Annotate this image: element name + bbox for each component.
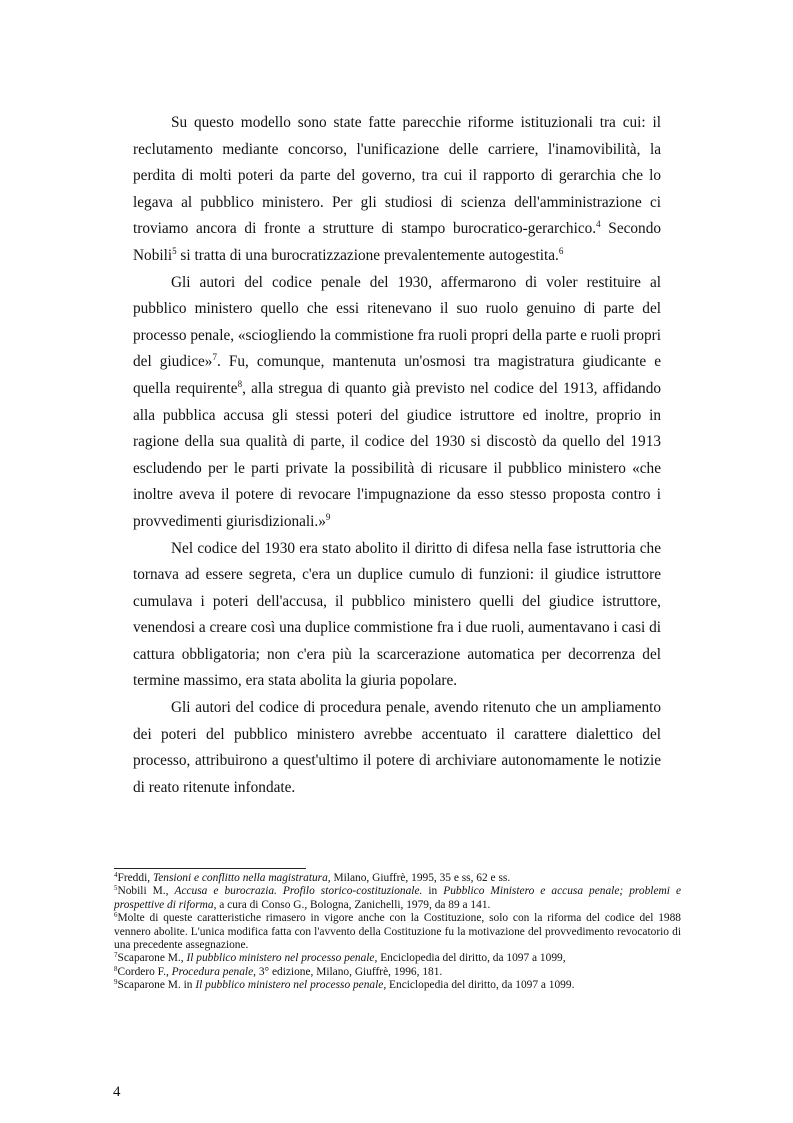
paragraph-text: Su questo modello sono state fatte parecchie riforme istituzionali tra cui: il reclutamento mediante concorso, l'unificazione delle carriere, l'inamovibilità, la perdita di molti poteri da parte del governo, tra cui il rapporto di gerarchia che lo legava al pubblico ministero. Per gli studiosi di scienza dell'amministrazione ci troviamo ancora di fronte a strutture di stampo burocratico-gerarchico.: [133, 114, 661, 238]
paragraph: [133, 270, 661, 536]
footnotes: [114, 872, 681, 993]
footnote-text: , 3° edizione, Milano, Giuffrè, 1996, 181.: [253, 965, 443, 978]
footnote: [114, 885, 681, 912]
paragraph-text: Secondo Nobili: [133, 220, 661, 264]
footnote: [114, 872, 681, 885]
footnote-number: 4: [114, 871, 118, 879]
footnote-ref: 7: [212, 352, 217, 363]
footnote-text: Scaparone M. in: [117, 979, 196, 992]
footnote-text: Nobili M.,: [117, 885, 175, 898]
footnote-text: Milano, Giuffrè, 1995, 35 e ss, 62 e ss.: [330, 872, 511, 884]
footnote-text: Scaparone M.,: [117, 952, 187, 965]
paragraph-text: , alla stregua di quanto già previsto nel codice del 1913, affidando alla pubblica accusa gli stessi poteri del giudice istruttore ed inoltre, proprio in ragione della sua qualità di parte, il codice del 1930 si discostò da quello del 1913 escludendo per le parti private la possibilità di ricusare il pubblico ministero «che inoltre aveva il potere di revocare l'impugnazione da esso stesso proposta contro i provvedimenti giurisdizionali.»: [133, 379, 662, 530]
footnote-text: , a cura di Conso G., Bologna, Zanichelli, 1979, da 89 a 141.: [213, 898, 491, 911]
footnote-ref: 4: [596, 219, 601, 230]
footnote-title: Tensioni e conflitto nella magistratura,: [152, 872, 331, 884]
footnote-separator: [114, 868, 306, 869]
footnote-number: 6: [114, 911, 118, 920]
paragraph: [133, 110, 661, 270]
footnote-text: Cordero F.,: [117, 965, 172, 978]
paragraph-text: Nel codice del 1930 era stato abolito il diritto di difesa nella fase istruttoria che tornava ad essere segreta, c'era un duplice cumulo di funzioni: il giudice istruttore cumulava i poteri dell'accusa, il pubblico ministero quelli del giudice istruttore, venendosi a creare così una duplice commistione fra i due ruoli, aumentavano i casi di cattura obbligatoria; non c'era più la scarcerazione automatica per decorrenza del termine massimo, era stata abolita la giuria popolare.: [133, 539, 661, 690]
footnote-text: Freddi,: [117, 872, 153, 884]
footnote-text: in: [422, 885, 444, 898]
footnote-title: Il pubblico ministero nel processo penale,: [186, 952, 378, 965]
footnote-title: Procedura penale: [171, 965, 254, 978]
paragraph: [133, 695, 661, 801]
paragraph-text: Gli autori del codice di procedura penale, avendo ritenuto che un ampliamento dei poteri del pubblico ministero avrebbe accentuato il carattere dialettico del processo, attribuirono a quest'ultimo il potere di archiviare autonomamente le notizie di reato ritenute infondate.: [133, 699, 661, 796]
footnote-number: 5: [114, 884, 118, 893]
footnote: [114, 952, 681, 965]
footnote-title: Accusa e burocrazia. Profilo storico-costituzionale.: [174, 885, 423, 898]
paragraph-text: si tratta di una burocratizzazione prevalentemente autogestita.: [176, 246, 559, 264]
footnote-number: 9: [114, 978, 118, 987]
footnote-text: Molte di queste caratteristiche rimasero in vigore anche con la Costituzione, solo con la riforma del codice del 1988 vennero abolite. L'unica modifica fatta con l'avvento della Costituzione fu la motivazione del provvedimento revocatorio di una precedente assegnazione.: [114, 912, 681, 952]
footnote-ref: 6: [558, 245, 564, 256]
footnote-title: Il pubblico ministero nel processo penale,: [195, 979, 387, 992]
footnote-text: Enciclopedia del diritto, da 1097 a 1099,: [377, 952, 566, 965]
footnote: [114, 912, 681, 952]
page-number: 4: [113, 1084, 121, 1100]
footnote-ref: 5: [172, 245, 177, 256]
footnote-title: Pubblico Ministero e accusa penale; problemi e prospettive di riforma: [114, 885, 681, 911]
footnote-number: 8: [114, 964, 118, 973]
paragraph-text: . Fu, comunque, mantenuta un'osmosi tra magistratura giudicante e quella requirente: [133, 353, 662, 397]
body-text: [133, 110, 661, 801]
footnote-ref: 8: [237, 378, 243, 389]
footnote-text: Enciclopedia del diritto, da 1097 a 1099.: [386, 979, 575, 992]
paragraph-text: Gli autori del codice penale del 1930, affermarono di voler restituire al pubblico ministero quello che essi ritenevano il suo ruolo genuino di parte del processo penale, «sciogliendo la commistione fra ruoli propri della parte e ruoli propri del giudice»: [133, 273, 662, 371]
footnote-number: 7: [114, 951, 118, 960]
footnote-ref: 9: [325, 511, 331, 522]
paragraph: [133, 536, 661, 696]
footnote: [114, 966, 681, 979]
footnote: [114, 979, 681, 992]
